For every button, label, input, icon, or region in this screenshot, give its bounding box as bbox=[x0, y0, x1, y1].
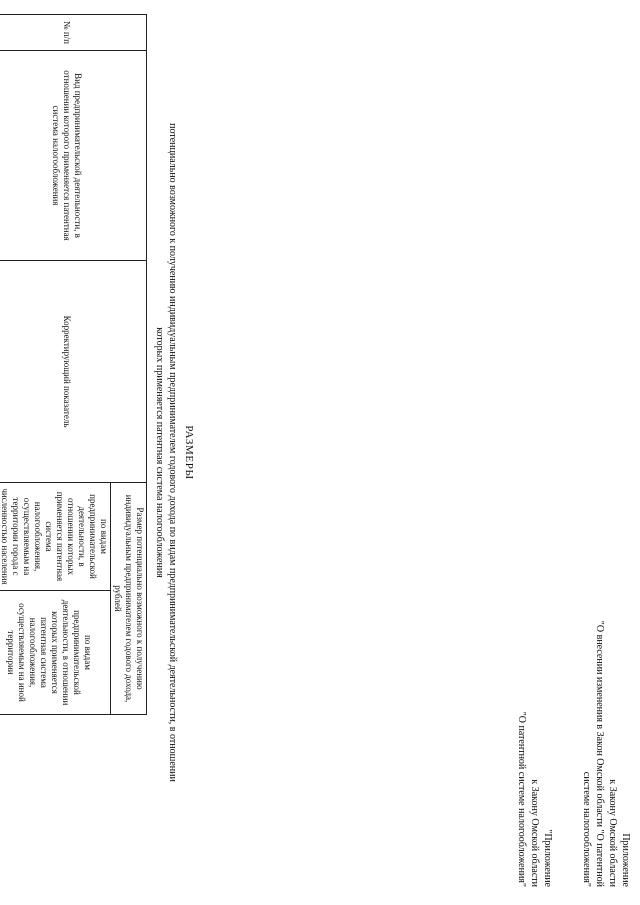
document-subtitle bbox=[153, 30, 179, 875]
document-title: РАЗМЕРЫ bbox=[183, 425, 195, 480]
header-city: по видам предпринимательской деятельности, в отношении которых применяется патентная система налогообложения, осуществляемым на территории города с численностью населения bbox=[0, 483, 111, 591]
header-income-size: Размер потенциально возможного к получению индивидуальным предпринимателем годового дохода, рублей bbox=[111, 483, 147, 715]
header-indicator: Корректирующий показатель bbox=[0, 261, 147, 483]
header-activity: Вид предпринимательской деятельности, в отношении которого применяется патентная система налогообложения bbox=[0, 51, 147, 261]
appendix-header-original bbox=[515, 712, 554, 887]
income-table bbox=[0, 14, 147, 715]
header-other-territory: по видам предпринимательской деятельности, в отношении которых применяется патентная система налогообложения, осуществляемым на иной территории bbox=[0, 591, 111, 715]
subtitle-line: потенциально возможного к получению индивидуальным предпринимателем годового дохода по видам предпринимательской деятельности, в отношении bbox=[167, 123, 178, 782]
appendix-line: "О внесении изменения в Закон Омской области "О патентной bbox=[594, 620, 605, 887]
appendix-title: "Приложение bbox=[542, 829, 553, 887]
appendix-header-new bbox=[580, 621, 632, 887]
subtitle-line: которых применяется патентная система налогообложения bbox=[154, 327, 165, 578]
header-num: № п/п bbox=[0, 15, 147, 51]
appendix-title: Приложение bbox=[620, 833, 631, 887]
appendix-line: к Закону Омской области bbox=[529, 779, 540, 887]
appendix-line: "О патентной системе налогообложения" bbox=[516, 711, 527, 887]
appendix-line: системе налогообложения" bbox=[581, 771, 592, 887]
appendix-line: к Закону Омской области bbox=[607, 779, 618, 887]
